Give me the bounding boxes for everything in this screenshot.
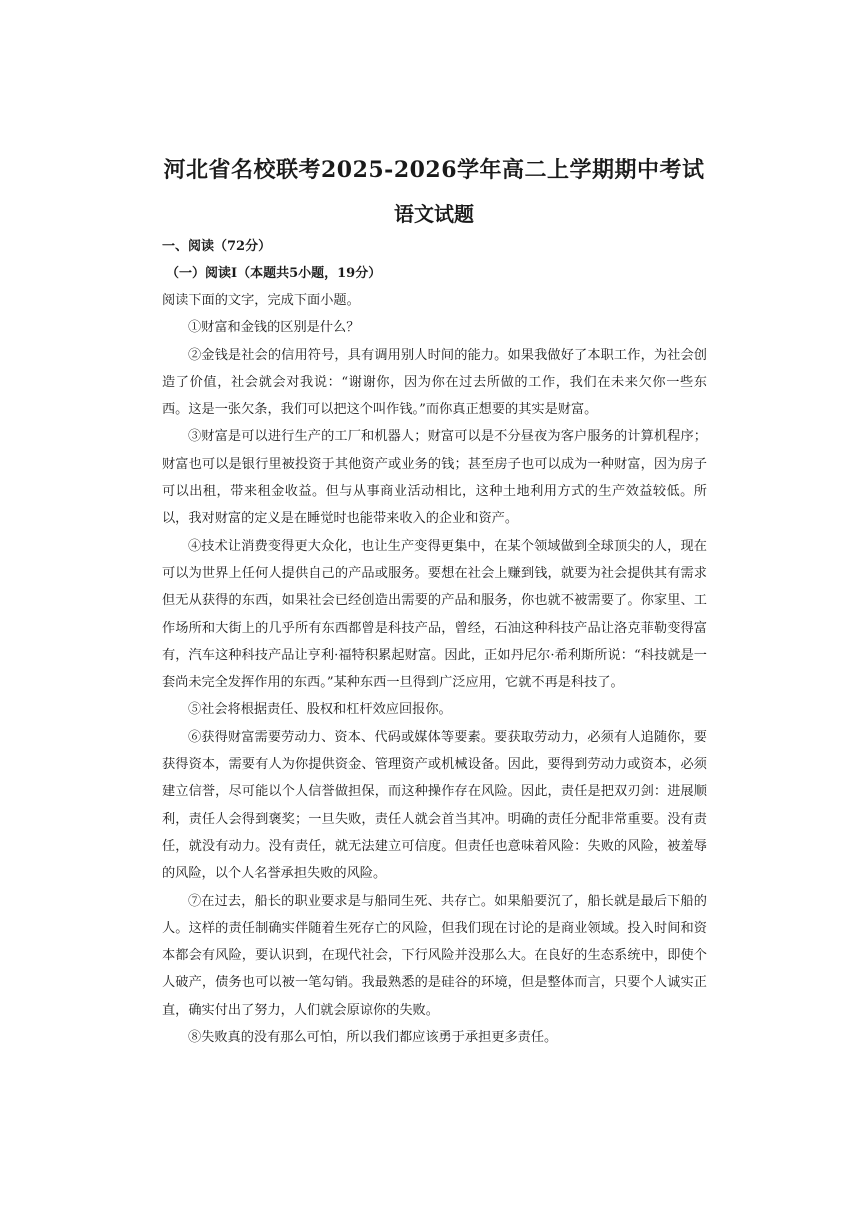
reading-passage — [162, 287, 707, 1051]
section-heading: 一、阅读（72分） — [162, 239, 272, 254]
paragraph-7: ⑦在过去，船长的职业要求是与船同生死、共存亡。如果船要沉了，船长就是最后下船的人。这样的责任制确实伴随着生死存亡的风险，但我们现在讨论的是商业领域。投入时间和资本都会有风险，要认识到，在现代社会，下行风险并没那么大。在良好的生态系统中，即使个人破产，债务也可以被一笔勾销。我最熟悉的是硅谷的环境，但是整体而言，只要个人诚实正直，确实付出了努力，人们就会原谅你的失败。 — [162, 893, 707, 1018]
paragraph-6: ⑥获得财富需要劳动力、资本、代码或媒体等要素。要获取劳动力，必须有人追随你，要获得资本，需要有人为你提供资金、管理资产或机械设备。因此，要得到劳动力或资本，必须建立信誉，尽可能以个人信誉做担保，而这种操作存在风险。因此，责任是把双刃剑：进展顺利，责任人会得到褒奖；一旦失败，责任人就会首当其冲。明确的责任分配非常重要。没有责任，就没有动力。没有责任，就无法建立可信度。但责任也意味着风险：失败的风险，被羞辱的风险，以个人名誉承担失败的风险。 — [162, 729, 707, 882]
paragraph-5: ⑤社会将根据责任、股权和杠杆效应回报你。 — [188, 702, 452, 718]
paragraph-2: ②金钱是社会的信用符号，具有调用别人时间的能力。如果我做好了本职工作，为社会创造了价值，社会就会对我说：“谢谢你，因为你在过去所做的工作，我们在未来欠你一些东西。这是一张欠条，我们可以把这个叫作钱。”而你真正想要的其实是财富。 — [162, 347, 707, 418]
paragraph-1: ①财富和金钱的区别是什么？ — [188, 320, 360, 336]
exam-subtitle: 语文试题 — [394, 202, 474, 226]
paragraph-3: ③财富是可以进行生产的工厂和机器人；财富可以是不分昼夜为客户服务的计算机程序；财富也可以是银行里被投资于其他资产或业务的钱；甚至房子也可以成为一种财富，因为房子可以出租，带来租金收益。但与从事商业活动相比，这种土地利用方式的生产效益较低。所以，我对财富的定义是在睡觉时也能带来收入的企业和资产。 — [162, 429, 707, 527]
subsection-heading: （一）阅读Ⅰ（本题共5小题，19分） — [166, 266, 382, 281]
paragraph-8: ⑧失败真的没有那么可怕，所以我们都应该勇于承担更多责任。 — [188, 1030, 558, 1046]
instruction-text: 阅读下面的文字，完成下面小题。 — [162, 293, 360, 308]
paragraph-4: ④技术让消费变得更大众化，也让生产变得更集中，在某个领域做到全球顶尖的人，现在可以为世界上任何人提供自己的产品或服务。要想在社会上赚到钱，就要为社会提供其有需求但无从获得的东西，如果社会已经创造出需要的产品和服务，你也就不被需要了。你家里、工作场所和大街上的几乎所有东西都曾是科技产品，曾经，石油这种科技产品让洛克菲勒变得富有，汽车这种科技产品让亨利·福特积累起财富。因此，正如丹尼尔·希利斯所说：“科技就是一套尚未完全发挥作用的东西。”某种东西一旦得到广泛应用，它就不再是科技了。 — [162, 538, 707, 691]
exam-title: 河北省名校联考2025-2026学年高二上学期期中考试 — [163, 157, 705, 183]
